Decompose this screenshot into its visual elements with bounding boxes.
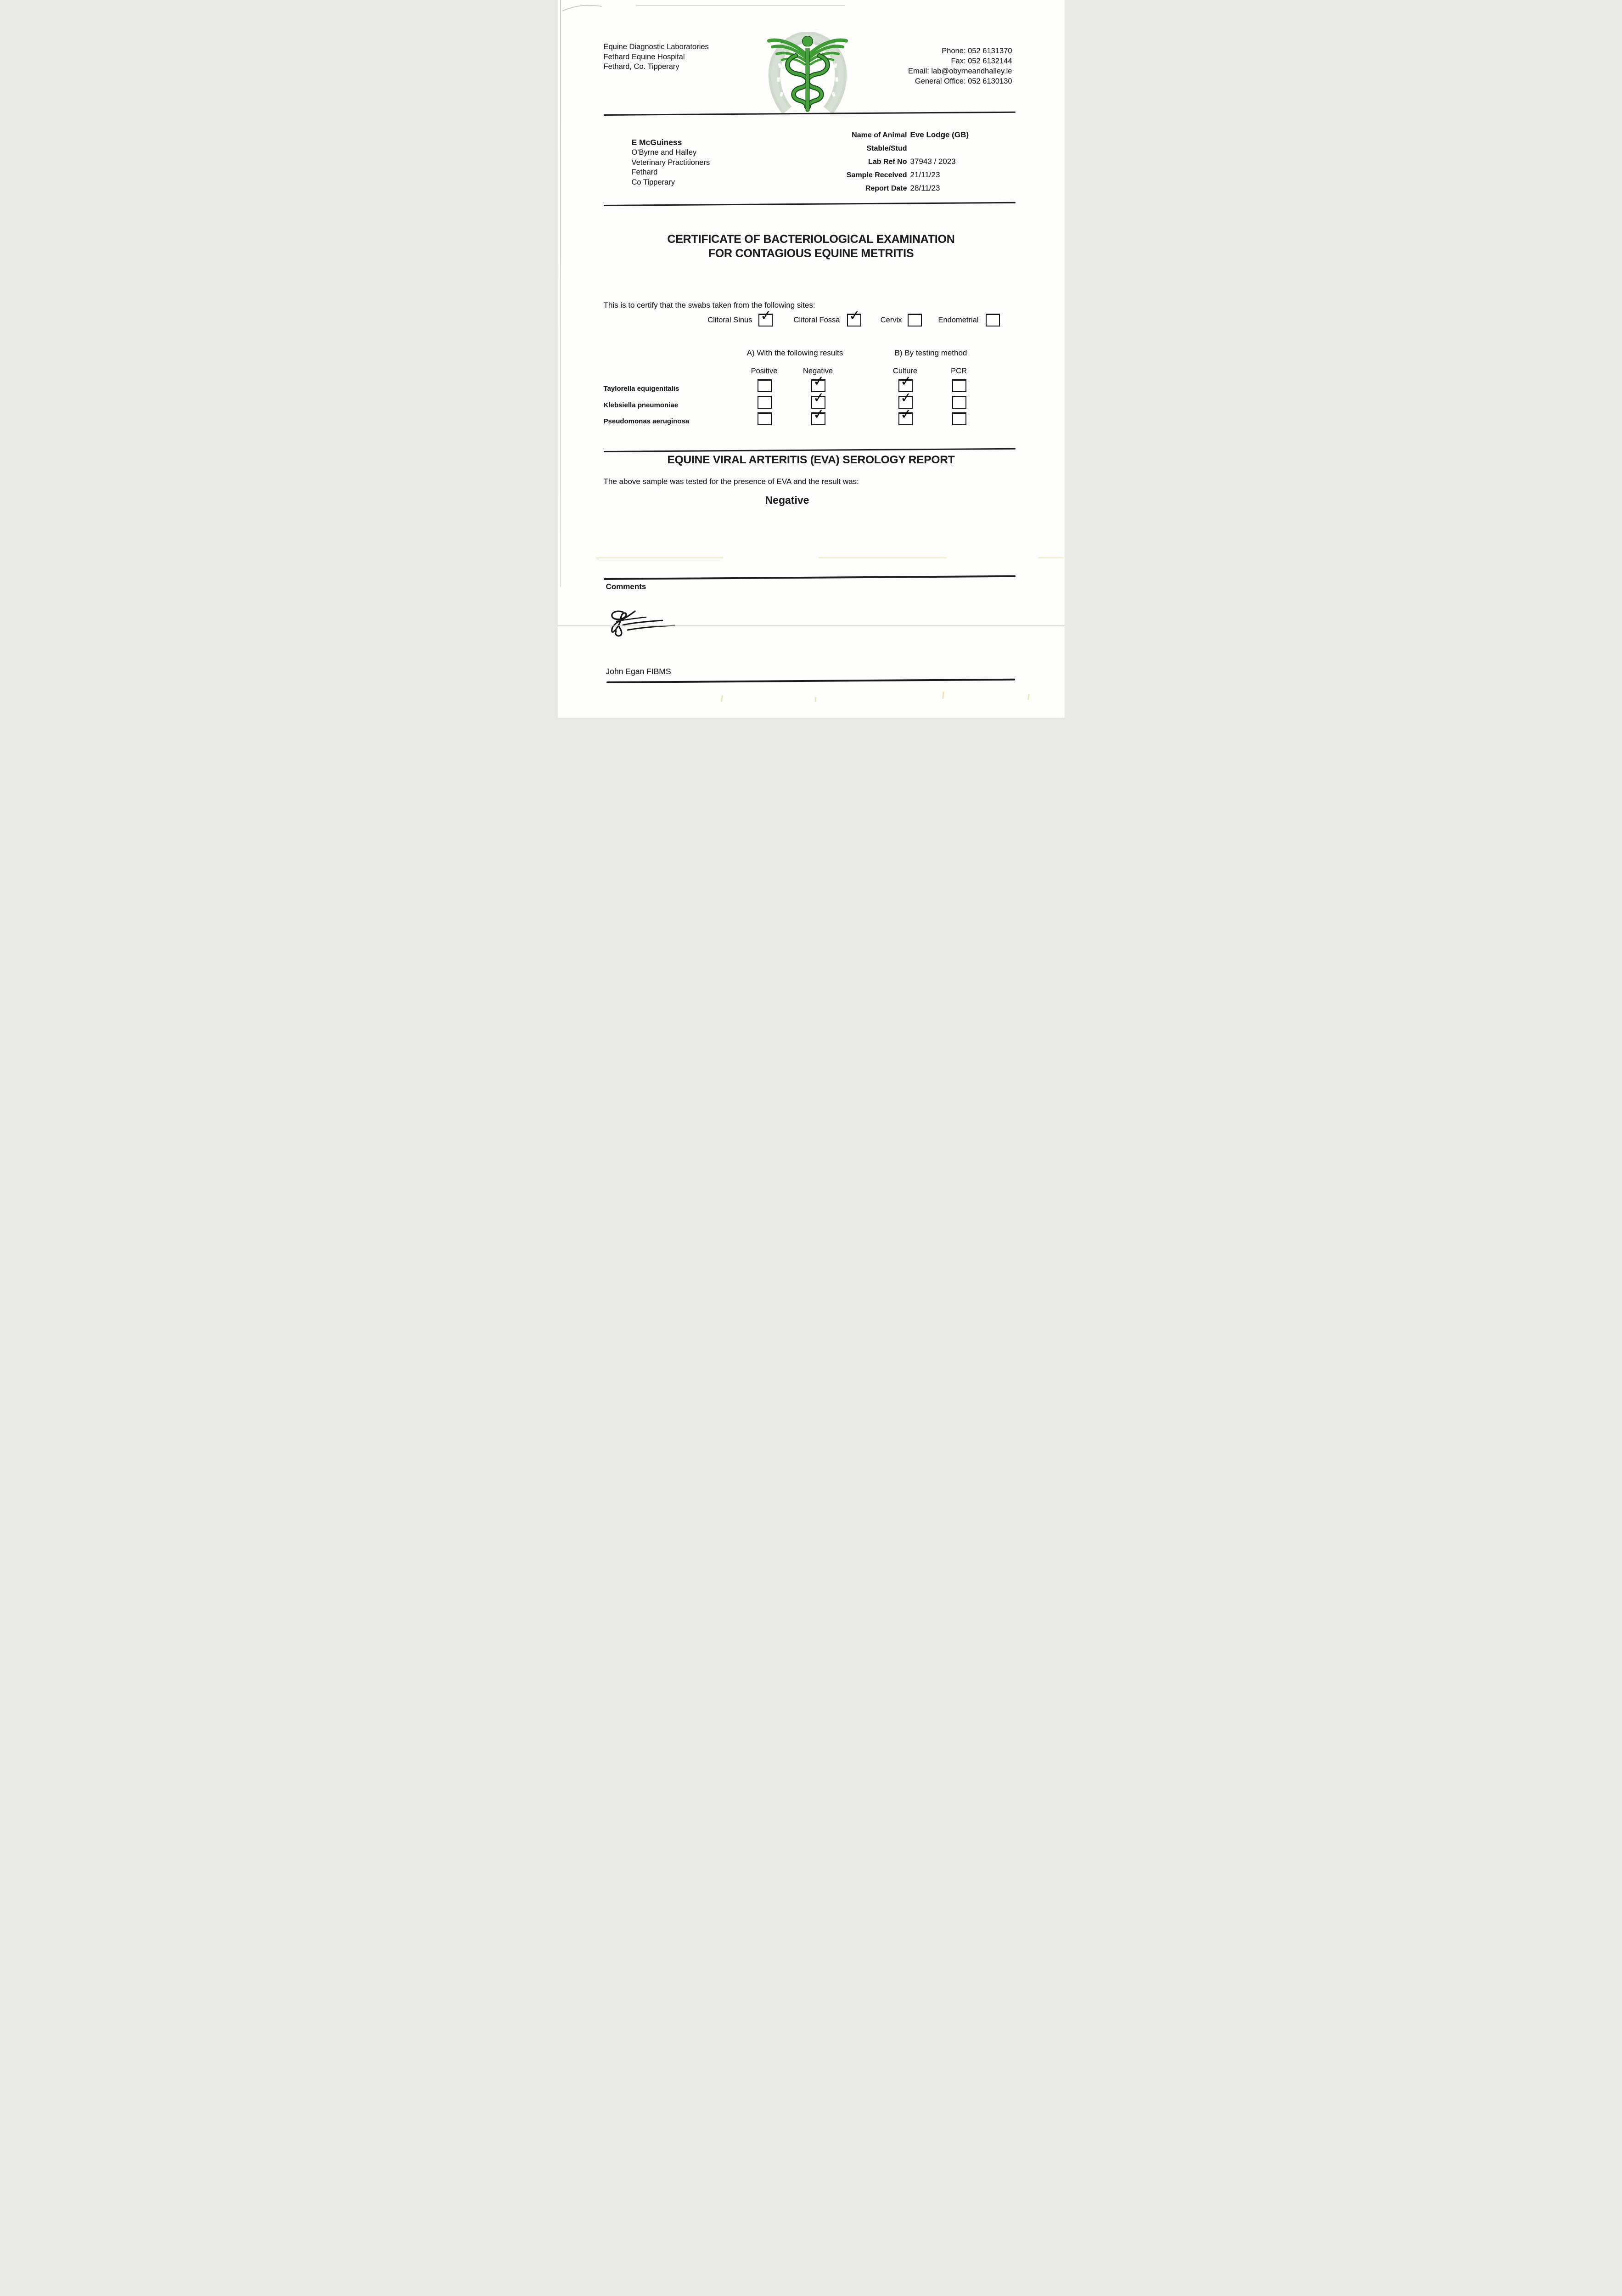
scan-artifact-speck bbox=[814, 697, 816, 702]
contact-block bbox=[908, 46, 1012, 86]
eva-divider bbox=[603, 448, 1015, 452]
scan-artifact-speck bbox=[721, 695, 723, 702]
certificate-title bbox=[558, 232, 1065, 261]
check-icon: ✓ bbox=[899, 389, 912, 406]
checkbox-klebsiella-positive bbox=[758, 396, 772, 409]
checkbox-taylorella-positive bbox=[758, 379, 772, 392]
lab-name: Equine Diagnostic Laboratories bbox=[603, 43, 709, 51]
check-icon: ✓ bbox=[899, 406, 912, 423]
phone-line: Phone: 052 6131370 bbox=[942, 47, 1012, 55]
sample-received-value: 21/11/23 bbox=[910, 170, 940, 179]
lab-address-line: Fethard Equine Hospital bbox=[603, 52, 685, 61]
checkbox-pseudomonas-culture bbox=[898, 406, 913, 425]
scan-artifact-dash bbox=[819, 557, 946, 558]
addressee-line: Veterinary Practitioners bbox=[631, 158, 710, 167]
sample-received-label: Sample Received bbox=[846, 171, 907, 179]
check-icon: ✓ bbox=[848, 307, 861, 324]
stable-stud-label: Stable/Stud bbox=[866, 145, 907, 152]
organism-label: Pseudomonas aeruginosa bbox=[603, 417, 690, 425]
checkbox-pseudomonas-negative bbox=[811, 406, 825, 425]
column-header-pcr: PCR bbox=[951, 367, 967, 375]
check-icon: ✓ bbox=[899, 373, 912, 390]
scan-artifact-dash bbox=[596, 557, 723, 558]
comments-label: Comments bbox=[606, 582, 646, 591]
organism-label: Taylorella equigenitalis bbox=[603, 385, 679, 393]
lab-address-line: Fethard, Co. Tipperary bbox=[603, 62, 679, 71]
check-icon: ✓ bbox=[759, 307, 772, 324]
general-office-line: General Office: 052 6130130 bbox=[915, 77, 1012, 85]
checkbox-cervix bbox=[908, 314, 922, 326]
certify-statement: This is to certify that the swabs taken from the following sites: bbox=[603, 301, 815, 310]
method-section-header: B) By testing method bbox=[894, 349, 967, 357]
column-header-negative: Negative bbox=[803, 367, 833, 375]
site-label-endometrial: Endometrial bbox=[938, 316, 979, 324]
caduceus-horseshoe-logo-icon bbox=[766, 32, 849, 115]
addressee-name: E McGuiness bbox=[631, 138, 682, 147]
eva-statement: The above sample was tested for the presence of EVA and the result was: bbox=[603, 477, 859, 486]
checkbox-clitoral-fossa bbox=[847, 307, 861, 326]
check-icon: ✓ bbox=[812, 389, 825, 406]
scanned-certificate-page bbox=[558, 0, 1065, 718]
report-date-label: Report Date bbox=[865, 185, 907, 192]
check-icon: ✓ bbox=[812, 373, 825, 390]
addressee-line: Fethard bbox=[631, 168, 658, 177]
signatory-name: John Egan FIBMS bbox=[606, 667, 671, 676]
checkbox-clitoral-sinus bbox=[758, 307, 773, 326]
check-icon: ✓ bbox=[812, 406, 825, 423]
organism-label: Klebsiella pneumoniae bbox=[603, 401, 679, 409]
certificate-title-line2: FOR CONTAGIOUS EQUINE METRITIS bbox=[708, 247, 914, 260]
certificate-title-line1: CERTIFICATE OF BACTERIOLOGICAL EXAMINATION bbox=[667, 233, 955, 246]
eva-result: Negative bbox=[765, 494, 809, 506]
lab-ref-no-label: Lab Ref No bbox=[868, 158, 907, 166]
addressee-block bbox=[632, 138, 710, 188]
fax-line: Fax: 052 6132144 bbox=[951, 57, 1012, 65]
addressee-line: O'Byrne and Halley bbox=[631, 148, 697, 157]
scan-artifact-dash bbox=[1038, 557, 1064, 558]
addressee-line: Co Tipperary bbox=[631, 178, 675, 187]
email-line: Email: lab@obyrneandhalley.ie bbox=[908, 67, 1012, 75]
scan-artifact-speck bbox=[942, 692, 944, 699]
comments-divider bbox=[603, 575, 1015, 580]
checkbox-klebsiella-pcr bbox=[952, 396, 966, 409]
signature bbox=[607, 609, 677, 637]
site-label-clitoral-sinus: Clitoral Sinus bbox=[707, 316, 752, 324]
checkbox-taylorella-pcr bbox=[952, 379, 966, 392]
results-section-header: A) With the following results bbox=[746, 349, 843, 357]
lab-ref-no-value: 37943 / 2023 bbox=[910, 157, 956, 166]
scan-artifact-line bbox=[636, 5, 845, 6]
scan-corner-curve bbox=[561, 1, 604, 13]
site-label-clitoral-fossa: Clitoral Fossa bbox=[793, 316, 840, 324]
name-of-animal-label: Name of Animal bbox=[852, 131, 907, 139]
column-header-positive: Positive bbox=[751, 367, 778, 375]
scan-artifact-speck bbox=[1027, 694, 1029, 700]
column-header-culture: Culture bbox=[892, 367, 918, 375]
eva-report-title: EQUINE VIRAL ARTERITIS (EVA) SEROLOGY REPORT bbox=[667, 454, 955, 466]
footer-rule bbox=[606, 679, 1015, 683]
checkbox-endometrial bbox=[986, 314, 1000, 326]
report-date-value: 28/11/23 bbox=[910, 184, 940, 192]
lab-address-block bbox=[604, 42, 709, 72]
checkbox-pseudomonas-positive bbox=[758, 412, 772, 425]
name-of-animal-value: Eve Lodge (GB) bbox=[910, 130, 969, 139]
scan-edge-shadow bbox=[560, 0, 561, 587]
scan-artifact-line bbox=[558, 625, 1065, 626]
site-label-cervix: Cervix bbox=[880, 316, 902, 324]
checkbox-pseudomonas-pcr bbox=[952, 412, 966, 425]
addressee-divider bbox=[603, 202, 1015, 206]
